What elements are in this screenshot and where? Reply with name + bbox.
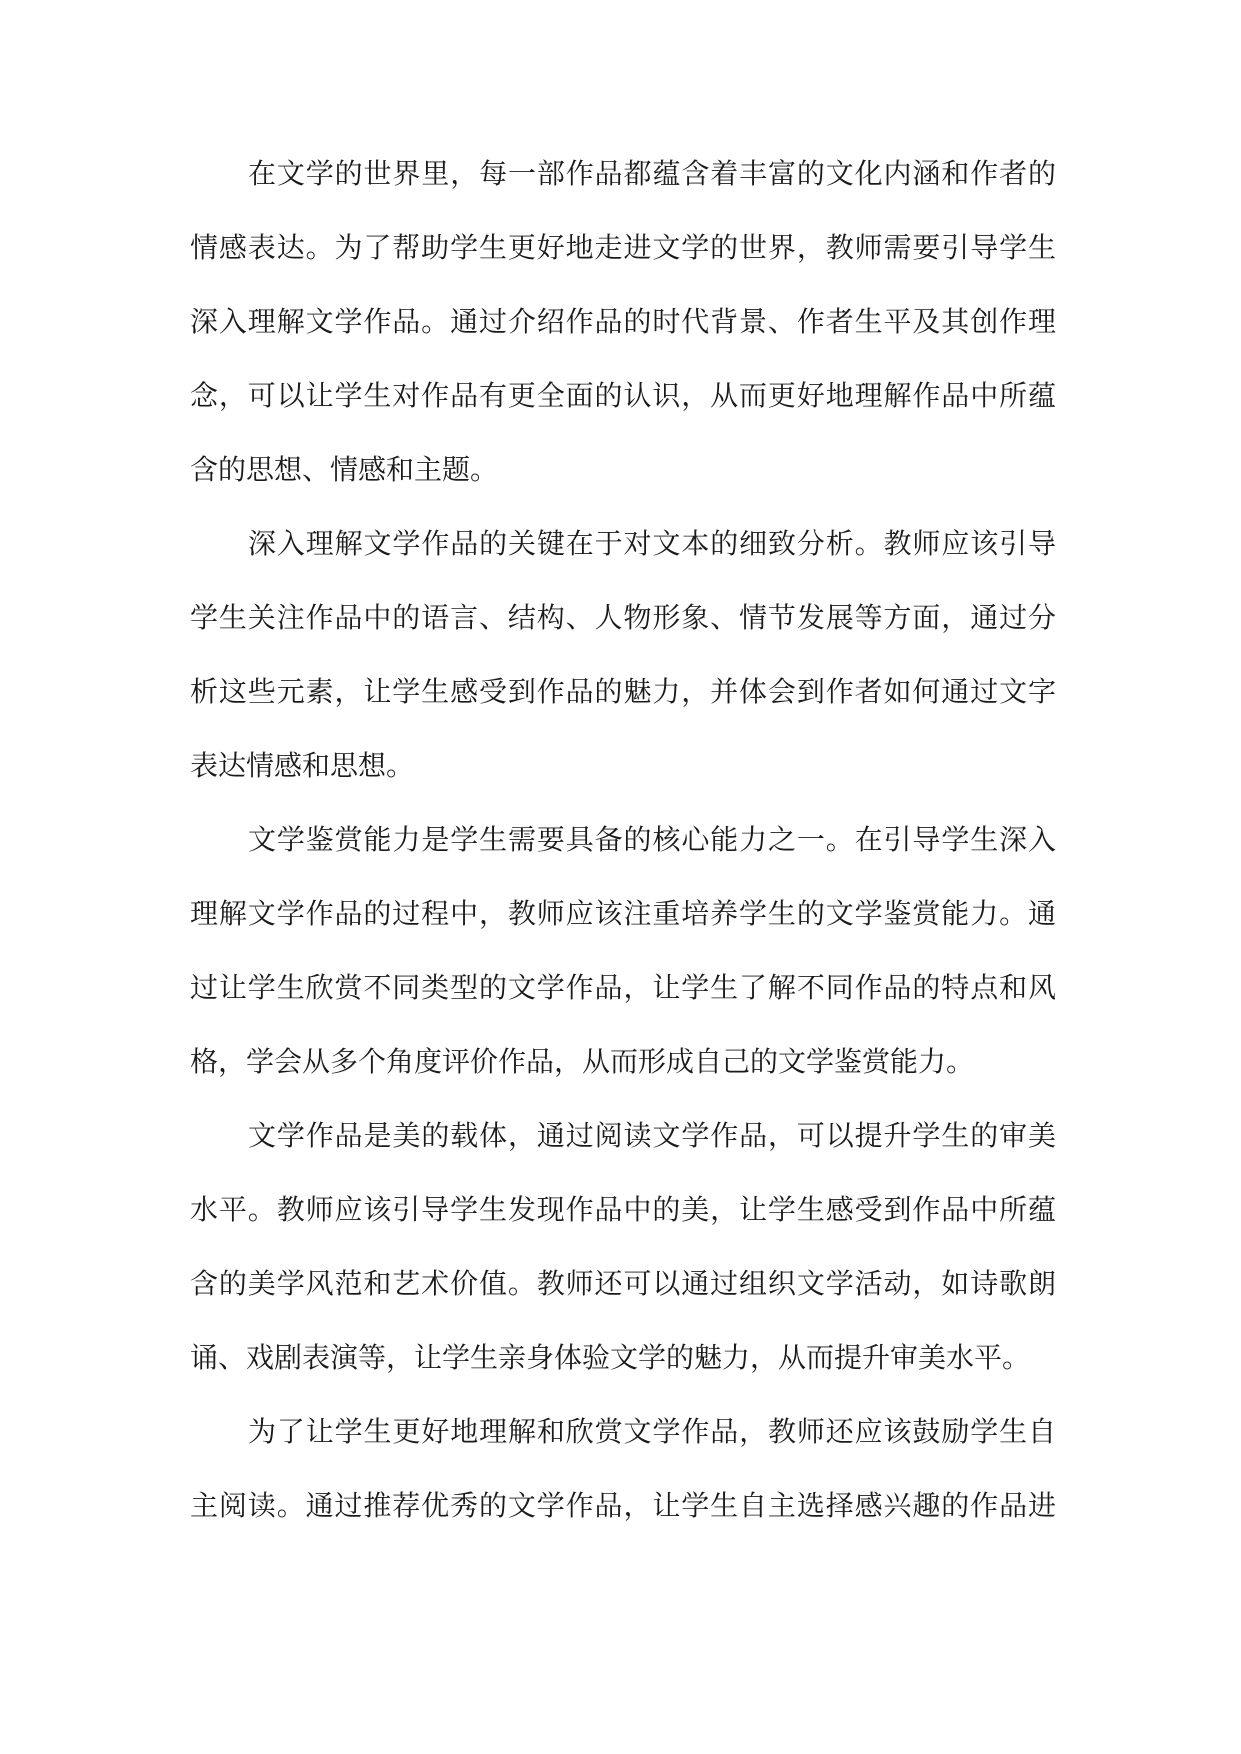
text-line: 诵、戏剧表演等，让学生亲身体验文学的魅力，从而提升审美水平。 <box>190 1341 1031 1374</box>
text-line: 理解文学作品的过程中，教师应该注重培养学生的文学鉴赏能力。通 <box>190 897 1056 930</box>
text-line: 主阅读。通过推荐优秀的文学作品，让学生自主选择感兴趣的作品进 <box>190 1489 1056 1522</box>
text-line: 格，学会从多个角度评价作品，从而形成自己的文学鉴赏能力。 <box>190 1045 975 1078</box>
text-line: 含的思想、情感和主题。 <box>190 453 499 486</box>
text-line: 文学作品是美的载体，通过阅读文学作品，可以提升学生的审美 <box>248 1119 1056 1152</box>
text-line: 学生关注作品中的语言、结构、人物形象、情节发展等方面，通过分 <box>190 601 1056 634</box>
text-line: 含的美学风范和艺术价值。教师还可以通过组织文学活动，如诗歌朗 <box>190 1267 1056 1300</box>
text-line: 深入理解文学作品。通过介绍作品的时代背景、作者生平及其创作理 <box>190 305 1056 338</box>
paragraph <box>190 1099 1056 1395</box>
text-line: 过让学生欣赏不同类型的文学作品，让学生了解不同作品的特点和风 <box>190 971 1056 1004</box>
paragraph <box>190 803 1056 1099</box>
text-line: 文学鉴赏能力是学生需要具备的核心能力之一。在引导学生深入 <box>248 823 1056 856</box>
document-body <box>190 137 1056 1543</box>
paragraph <box>190 507 1056 803</box>
text-line: 情感表达。为了帮助学生更好地走进文学的世界，教师需要引导学生 <box>190 231 1056 264</box>
text-line: 水平。教师应该引导学生发现作品中的美，让学生感受到作品中所蕴 <box>190 1193 1056 1226</box>
text-line: 表达情感和思想。 <box>190 749 415 782</box>
text-line: 念，可以让学生对作品有更全面的认识，从而更好地理解作品中所蕴 <box>190 379 1056 412</box>
text-line: 深入理解文学作品的关键在于对文本的细致分析。教师应该引导 <box>248 527 1056 560</box>
text-line: 在文学的世界里，每一部作品都蕴含着丰富的文化内涵和作者的 <box>248 157 1056 190</box>
paragraph <box>190 1395 1056 1543</box>
text-line: 析这些元素，让学生感受到作品的魅力，并体会到作者如何通过文字 <box>190 675 1056 708</box>
text-line: 为了让学生更好地理解和欣赏文学作品，教师还应该鼓励学生自 <box>248 1415 1056 1448</box>
paragraph <box>190 137 1056 507</box>
